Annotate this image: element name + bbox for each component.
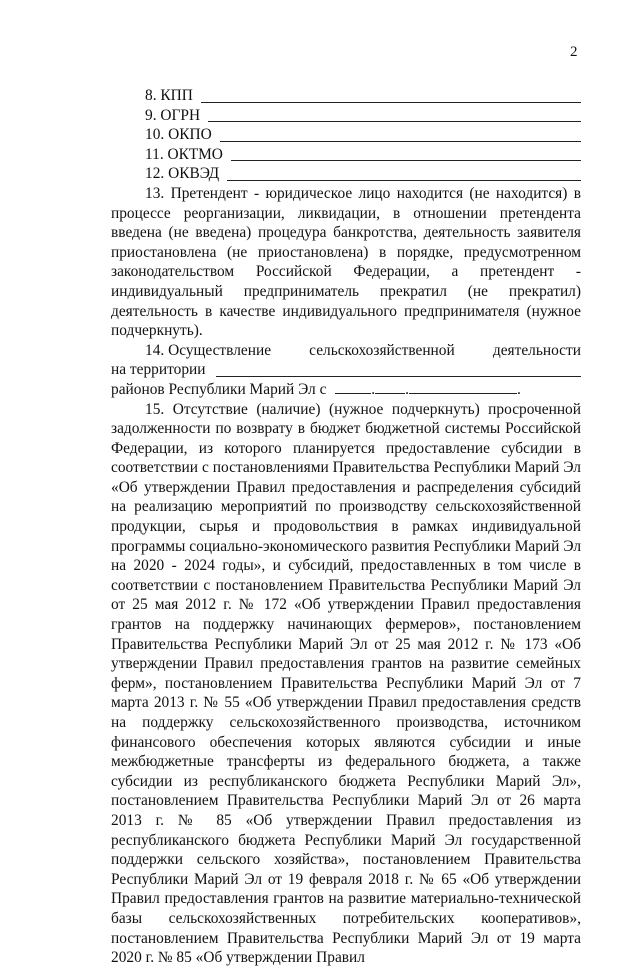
item-14-line1 [111, 341, 581, 361]
field-label: 8. КПП [145, 87, 193, 104]
form-content [111, 86, 581, 968]
date-day-blank[interactable] [335, 380, 371, 394]
item-14-date-label: районов Республики Марий Эл с [111, 380, 327, 398]
date-end-punct: . [517, 380, 521, 398]
ogrn-input-line[interactable] [208, 107, 581, 122]
item-14-territory-row [111, 360, 581, 380]
item-13-paragraph: 13. Претендент - юридическое лицо находится (не находится) в процессе реорганизации, ликвидации, в отношении претендента введена (не введена) процедура банкротства, деятельность заявителя приостановлена (не приостановлена) в порядке, предусмотренном законодательством Российской Федерации, а претендент - индивидуальный предприниматель прекратил (не прекратил) деятельность в качестве индивидуального предпринимателя (нужное подчеркнуть). [111, 184, 581, 340]
okpo-input-line[interactable] [220, 127, 581, 142]
field-label: 9. ОГРН [145, 106, 201, 124]
item-14-word: деятельности [492, 341, 581, 359]
field-label: 11. ОКТМО [145, 145, 223, 163]
field-ogrn [111, 106, 581, 126]
field-okpo [111, 125, 581, 145]
oktmo-input-line[interactable] [231, 146, 581, 161]
field-oktmo [111, 145, 581, 165]
date-separator: . [371, 380, 376, 398]
date-year-blank[interactable] [409, 380, 517, 394]
item-14-word: сельскохозяйственной [309, 341, 455, 359]
territory-input-line[interactable] [216, 362, 582, 377]
item-14-territory-label: на территории [111, 361, 206, 379]
page-number: 2 [570, 44, 578, 60]
field-kpp [111, 86, 581, 106]
kpp-input-line[interactable] [201, 88, 581, 103]
item-15-paragraph: 15. Отсутствие (наличие) (нужное подчеркнуть) просроченной задолженности по возврату в бюджет бюджетной системы Российской Федерации, из которого планируется предоставление субсидии в соответствии с постановлениями Правительства Республики Марий Эл «Об утверждении Правил предоставления и распределения субсидий на реализацию мероприятий по производству сельскохозяйственной продукции, сырья и продовольствия в рамках индивидуальной программы социально-экономического развития Республики Марий Эл на 2020 - 2024 годы», и субсидий, предоставленных в том числе в соответствии с постановлением Правительства Республики Марий Эл от 25 мая 2012 г. № 172 «Об утверждении Правил предоставления грантов на поддержку начинающих фермеров», постановлением Правительства Республики Марий Эл от 25 мая 2012 г. № 173 «Об утверждении Правил предоставления грантов на развитие семейных ферм», постановлением Правительства Республики Марий Эл от 7 марта 2013 г. № 55 «Об утверждении Правил предоставления средств на поддержку сельскохозяйственного производства, источником финансового обеспечения которых являются субсидии и иные межбюджетные трансферты из федерального бюджета, а также субсидии из республиканского бюджета Республики Марий Эл», постановлением Правительства Республики Марий Эл от 26 марта 2013 г. № 85 «Об утверждении Правил предоставления из республиканского бюджета Республики Марий Эл государственной поддержки сельского хозяйства», постановлением Правительства Республики Марий Эл от 19 февраля 2018 г. № 65 «Об утверждении Правил предоставления грантов на развитие материально-технической базы сельскохозяйственных потребительских кооперативов», постановлением Правительства Республики Марий Эл от 19 марта 2020 г. № 85 «Об утверждении Правил [111, 400, 581, 967]
item-14-date-row [111, 380, 581, 400]
field-label: 12. ОКВЭД [145, 165, 220, 183]
item-14-word: 14. Осуществление [145, 341, 272, 359]
field-okved [111, 164, 581, 184]
okved-input-line[interactable] [227, 166, 581, 181]
field-label: 10. ОКПО [145, 126, 212, 144]
date-month-blank[interactable] [375, 380, 405, 394]
date-separator: . [405, 380, 409, 398]
